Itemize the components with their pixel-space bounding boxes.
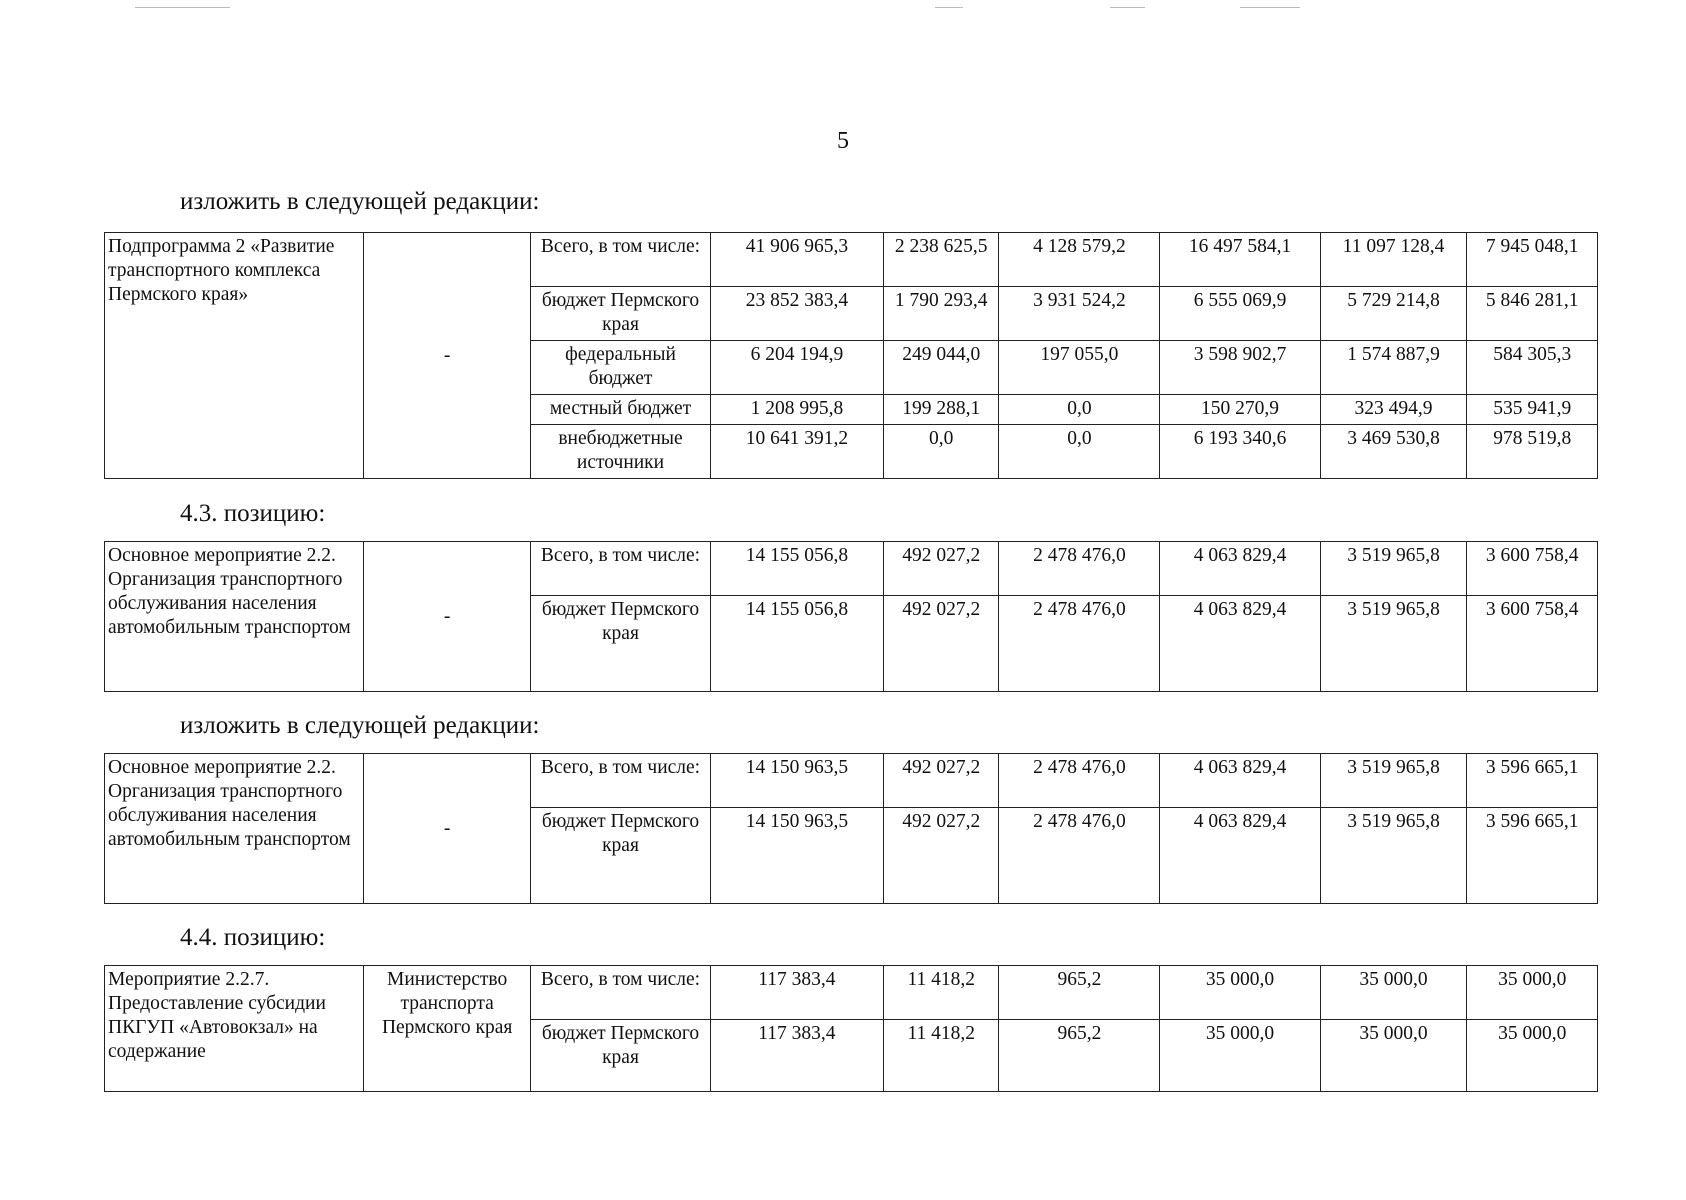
program-name-cell: Подпрограмма 2 «Развитие транспортного комплекса Пермского края» <box>105 233 364 479</box>
value-cell: 492 027,2 <box>884 808 999 904</box>
source-cell: Всего, в том числе: <box>531 542 710 596</box>
responsible-cell: - <box>364 542 531 692</box>
value-cell: 4 063 829,4 <box>1160 754 1320 808</box>
responsible-cell: - <box>364 754 531 904</box>
program-name-cell: Основное мероприятие 2.2. Организация транспортного обслуживания населения автомобильным транспортом <box>105 542 364 692</box>
section-heading: изложить в следующей редакции: <box>180 188 540 215</box>
value-cell: 492 027,2 <box>884 542 999 596</box>
source-cell: бюджет Пермского края <box>531 1020 710 1092</box>
value-cell: 5 729 214,8 <box>1320 287 1467 341</box>
section-heading: 4.4. позицию: <box>180 924 326 951</box>
measure-2-2-new-table <box>104 753 1598 904</box>
value-cell: 0,0 <box>999 395 1160 425</box>
value-cell: 2 478 476,0 <box>999 542 1160 596</box>
value-cell: 6 204 194,9 <box>710 341 883 395</box>
value-cell: 0,0 <box>999 425 1160 479</box>
value-cell: 965,2 <box>999 1020 1160 1092</box>
value-cell: 4 128 579,2 <box>999 233 1160 287</box>
value-cell: 492 027,2 <box>884 596 999 692</box>
value-cell: 3 519 965,8 <box>1320 542 1467 596</box>
value-cell: 3 596 665,1 <box>1467 754 1598 808</box>
value-cell: 3 469 530,8 <box>1320 425 1467 479</box>
value-cell: 3 519 965,8 <box>1320 754 1467 808</box>
value-cell: 3 519 965,8 <box>1320 808 1467 904</box>
source-cell: внебюджетные источники <box>531 425 710 479</box>
value-cell: 35 000,0 <box>1320 966 1467 1020</box>
source-cell: федеральный бюджет <box>531 341 710 395</box>
value-cell: 4 063 829,4 <box>1160 808 1320 904</box>
value-cell: 1 208 995,8 <box>710 395 883 425</box>
value-cell: 965,2 <box>999 966 1160 1020</box>
value-cell: 23 852 383,4 <box>710 287 883 341</box>
page-number: 5 <box>837 128 849 154</box>
value-cell: 2 478 476,0 <box>999 808 1160 904</box>
value-cell: 2 238 625,5 <box>884 233 999 287</box>
value-cell: 35 000,0 <box>1320 1020 1467 1092</box>
source-cell: местный бюджет <box>531 395 710 425</box>
value-cell: 4 063 829,4 <box>1160 542 1320 596</box>
subprogram-2-table <box>104 232 1598 479</box>
value-cell: 2 478 476,0 <box>999 596 1160 692</box>
value-cell: 14 155 056,8 <box>710 596 883 692</box>
value-cell: 492 027,2 <box>884 754 999 808</box>
value-cell: 35 000,0 <box>1160 1020 1320 1092</box>
scan-artifact <box>935 7 963 8</box>
source-cell: Всего, в том числе: <box>531 233 710 287</box>
value-cell: 323 494,9 <box>1320 395 1467 425</box>
value-cell: 10 641 391,2 <box>710 425 883 479</box>
value-cell: 3 600 758,4 <box>1467 596 1598 692</box>
value-cell: 16 497 584,1 <box>1160 233 1320 287</box>
value-cell: 7 945 048,1 <box>1467 233 1598 287</box>
value-cell: 978 519,8 <box>1467 425 1598 479</box>
value-cell: 3 596 665,1 <box>1467 808 1598 904</box>
source-cell: бюджет Пермского края <box>531 808 710 904</box>
value-cell: 41 906 965,3 <box>710 233 883 287</box>
value-cell: 6 193 340,6 <box>1160 425 1320 479</box>
value-cell: 14 155 056,8 <box>710 542 883 596</box>
value-cell: 249 044,0 <box>884 341 999 395</box>
value-cell: 6 555 069,9 <box>1160 287 1320 341</box>
value-cell: 535 941,9 <box>1467 395 1598 425</box>
value-cell: 35 000,0 <box>1467 966 1598 1020</box>
responsible-cell: - <box>364 233 531 479</box>
value-cell: 150 270,9 <box>1160 395 1320 425</box>
value-cell: 4 063 829,4 <box>1160 596 1320 692</box>
value-cell: 11 418,2 <box>884 1020 999 1092</box>
source-cell: бюджет Пермского края <box>531 287 710 341</box>
value-cell: 35 000,0 <box>1160 966 1320 1020</box>
scan-artifact <box>135 7 230 8</box>
source-cell: Всего, в том числе: <box>531 754 710 808</box>
responsible-cell: Министерство транспорта Пермского края <box>364 966 531 1092</box>
source-cell: Всего, в том числе: <box>531 966 710 1020</box>
value-cell: 1 574 887,9 <box>1320 341 1467 395</box>
value-cell: 14 150 963,5 <box>710 808 883 904</box>
value-cell: 3 931 524,2 <box>999 287 1160 341</box>
value-cell: 3 519 965,8 <box>1320 596 1467 692</box>
value-cell: 14 150 963,5 <box>710 754 883 808</box>
section-heading: изложить в следующей редакции: <box>180 712 540 739</box>
value-cell: 0,0 <box>884 425 999 479</box>
value-cell: 11 418,2 <box>884 966 999 1020</box>
section-heading: 4.3. позицию: <box>180 500 326 527</box>
source-cell: бюджет Пермского края <box>531 596 710 692</box>
value-cell: 1 790 293,4 <box>884 287 999 341</box>
value-cell: 35 000,0 <box>1467 1020 1598 1092</box>
value-cell: 3 600 758,4 <box>1467 542 1598 596</box>
program-name-cell: Мероприятие 2.2.7. Предоставление субсидии ПКГУП «Автовокзал» на содержание <box>105 966 364 1092</box>
value-cell: 117 383,4 <box>710 966 883 1020</box>
scan-artifact <box>1240 7 1300 8</box>
value-cell: 2 478 476,0 <box>999 754 1160 808</box>
value-cell: 117 383,4 <box>710 1020 883 1092</box>
measure-2-2-old-table <box>104 541 1598 692</box>
value-cell: 5 846 281,1 <box>1467 287 1598 341</box>
measure-2-2-7-table <box>104 965 1598 1092</box>
value-cell: 584 305,3 <box>1467 341 1598 395</box>
value-cell: 199 288,1 <box>884 395 999 425</box>
value-cell: 11 097 128,4 <box>1320 233 1467 287</box>
value-cell: 3 598 902,7 <box>1160 341 1320 395</box>
program-name-cell: Основное мероприятие 2.2. Организация транспортного обслуживания населения автомобильным транспортом <box>105 754 364 904</box>
value-cell: 197 055,0 <box>999 341 1160 395</box>
scan-artifact <box>1110 7 1145 8</box>
